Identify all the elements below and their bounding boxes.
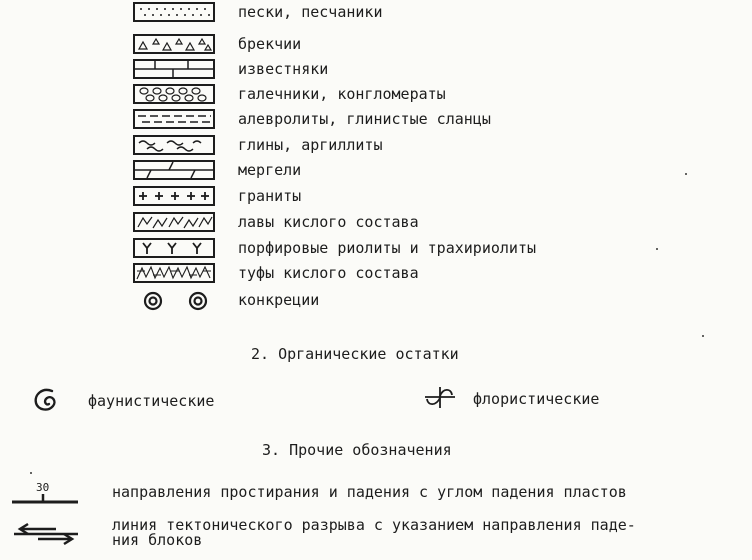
legend-row [0,288,752,314]
section-title-other: 3. Прочие обозначения [262,441,452,459]
legend-row [0,210,752,236]
legend-label: лавы кислого состава [238,213,419,231]
legend-label: брекчии [238,35,302,53]
legend-label: пески, песчаники [238,3,383,21]
scan-speck [702,335,704,337]
strike-dip-label: направления простирания и падения с углом падения пластов [112,483,627,501]
legend-row [0,133,752,159]
legend-row [0,184,752,210]
legend-label: мергели [238,161,302,179]
legend-label: порфировые риолиты и трахириолиты [238,239,537,257]
fault-label-line2: ния блоков [112,531,203,549]
sand-pattern-icon [133,2,215,22]
fault-arrow-icon [12,520,82,556]
legend-row [0,236,752,262]
legend-label: туфы кислого состава [238,264,419,282]
scan-speck [656,248,658,250]
scan-speck [685,173,687,175]
legend-row [0,261,752,287]
limestone-pattern-icon [133,59,215,79]
section-title-organic: 2. Органические остатки [251,345,459,363]
legend-row [0,32,752,58]
floral-icon [423,384,457,410]
legend-label: конкреции [238,291,320,309]
legend-row [0,57,752,83]
legend-row [0,158,752,184]
acid-tuff-pattern-icon [133,263,215,283]
legend-row [0,107,752,133]
legend-label: известняки [238,60,329,78]
legend-label: алевролиты, глинистые сланцы [238,110,491,128]
clay-pattern-icon [133,135,215,155]
legend-row [0,0,752,26]
legend-row [0,82,752,108]
rhyolite-pattern-icon [133,238,215,258]
fault-label-line1: линия тектонического разрыва с указанием направления паде- [112,516,636,534]
strike-dip-number: 30 [36,481,50,494]
breccia-pattern-icon [133,34,215,54]
faunal-icon [30,385,66,415]
faunal-label: фаунистические [88,392,215,410]
conglomerate-pattern-icon [133,84,215,104]
acid-lava-pattern-icon [133,212,215,232]
legend-label: галечники, конгломераты [238,85,446,103]
concretion-icon [140,290,220,310]
granite-pattern-icon [133,186,215,206]
floral-label: флористические [473,390,600,408]
legend-label: глины, аргиллиты [238,136,383,154]
scan-speck [30,472,32,474]
marl-pattern-icon [133,160,215,180]
legend-label: граниты [238,187,302,205]
siltstone-pattern-icon [133,109,215,129]
